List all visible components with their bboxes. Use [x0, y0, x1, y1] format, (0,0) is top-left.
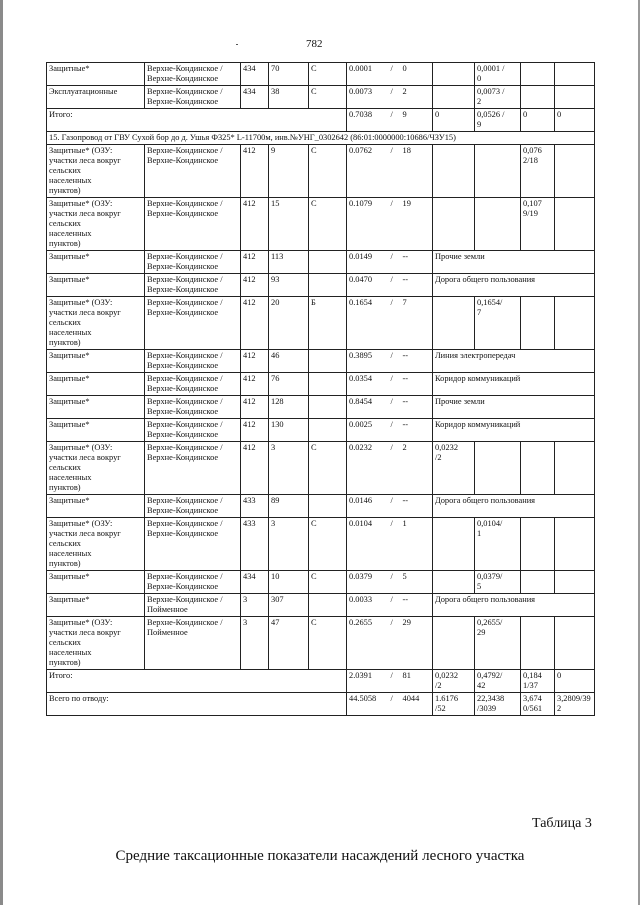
- cell-separator: /: [389, 670, 401, 693]
- cell-count: --: [401, 419, 433, 442]
- cell-forestry: Верхне-Кондинское / Пойменное: [145, 617, 241, 670]
- cell-quarter: 3: [241, 594, 269, 617]
- cell-purpose: Защитные*: [47, 495, 145, 518]
- cell-allotment: 3: [269, 518, 309, 571]
- cell-count: --: [401, 594, 433, 617]
- cell-separator: /: [389, 396, 401, 419]
- cell-forestry: Верхне-Кондинское / Верхне-Кондинское: [145, 274, 241, 297]
- total-row: [47, 670, 595, 693]
- cell-col11: [521, 63, 555, 86]
- cell-area: 0.0025: [347, 419, 389, 442]
- table-row: [47, 518, 595, 571]
- cell-col9: 0,0232 /2: [433, 670, 475, 693]
- cell-forestry: Верхне-Кондинское / Верхне-Кондинское: [145, 419, 241, 442]
- cell-separator: /: [389, 571, 401, 594]
- cell-col12: 0: [555, 670, 595, 693]
- cell-col11: [521, 86, 555, 109]
- table-row: [47, 350, 595, 373]
- scan-edge-left: [0, 0, 3, 905]
- cell-category: С: [309, 518, 347, 571]
- cell-category: [309, 251, 347, 274]
- total-label: Всего по отводу:: [47, 693, 347, 716]
- cell-land-note: Дорога общего пользования: [433, 594, 595, 617]
- cell-count: --: [401, 495, 433, 518]
- cell-area: 0.0470: [347, 274, 389, 297]
- cell-count: --: [401, 274, 433, 297]
- cell-area: 0.8454: [347, 396, 389, 419]
- cell-category: С: [309, 145, 347, 198]
- cell-col11: 0,076 2/18: [521, 145, 555, 198]
- cell-land-note: Прочие земли: [433, 251, 595, 274]
- cell-col11: [521, 571, 555, 594]
- cell-quarter: 412: [241, 419, 269, 442]
- cell-col9: [433, 617, 475, 670]
- cell-count: 29: [401, 617, 433, 670]
- cell-forestry: Верхне-Кондинское / Верхне-Кондинское: [145, 63, 241, 86]
- cell-col12: [555, 571, 595, 594]
- cell-separator: /: [389, 251, 401, 274]
- cell-col11: 3,674 0/561: [521, 693, 555, 716]
- cell-allotment: 15: [269, 198, 309, 251]
- cell-separator: /: [389, 373, 401, 396]
- table-label: Таблица 3: [532, 816, 592, 831]
- cell-col9: 0,0232 /2: [433, 442, 475, 495]
- cell-category: С: [309, 63, 347, 86]
- grand-total-row: [47, 693, 595, 716]
- cell-col12: [555, 442, 595, 495]
- cell-area: 0.0232: [347, 442, 389, 495]
- cell-col11: 0: [521, 109, 555, 132]
- cell-land-note: Коридор коммуникаций: [433, 373, 595, 396]
- cell-col12: [555, 63, 595, 86]
- cell-category: С: [309, 442, 347, 495]
- cell-area: 0.1079: [347, 198, 389, 251]
- cell-purpose: Эксплуатационные: [47, 86, 145, 109]
- cell-land-note: Дорога общего пользования: [433, 274, 595, 297]
- cell-forestry: Верхне-Кондинское / Пойменное: [145, 594, 241, 617]
- cell-separator: /: [389, 297, 401, 350]
- cell-category: [309, 350, 347, 373]
- table-row: [47, 86, 595, 109]
- cell-count: --: [401, 396, 433, 419]
- cell-forestry: Верхне-Кондинское / Верхне-Кондинское: [145, 396, 241, 419]
- table-row: [47, 396, 595, 419]
- cell-col10: 0,0379/ 5: [475, 571, 521, 594]
- cell-quarter: 434: [241, 63, 269, 86]
- cell-forestry: Верхне-Кондинское / Верхне-Кондинское: [145, 145, 241, 198]
- cell-area: 0.0354: [347, 373, 389, 396]
- cell-allotment: 10: [269, 571, 309, 594]
- cell-area: 0.3895: [347, 350, 389, 373]
- cell-col10: 0,2655/ 29: [475, 617, 521, 670]
- total-label: Итого:: [47, 670, 347, 693]
- cell-col11: 0,107 9/19: [521, 198, 555, 251]
- cell-allotment: 130: [269, 419, 309, 442]
- cell-category: Б: [309, 297, 347, 350]
- cell-quarter: 3: [241, 617, 269, 670]
- table-row: [47, 373, 595, 396]
- cell-category: С: [309, 198, 347, 251]
- cell-col9: [433, 297, 475, 350]
- cell-category: [309, 396, 347, 419]
- cell-purpose: Защитные*: [47, 350, 145, 373]
- cell-count: 1: [401, 518, 433, 571]
- cell-col11: [521, 297, 555, 350]
- cell-forestry: Верхне-Кондинское / Верхне-Кондинское: [145, 350, 241, 373]
- cell-count: --: [401, 350, 433, 373]
- forest-plots-table: [46, 62, 595, 716]
- cell-category: [309, 495, 347, 518]
- table-row: [47, 297, 595, 350]
- total-label: Итого:: [47, 109, 347, 132]
- cell-count: 0: [401, 63, 433, 86]
- cell-category: [309, 373, 347, 396]
- table-row: [47, 63, 595, 86]
- cell-separator: /: [389, 419, 401, 442]
- cell-category: С: [309, 86, 347, 109]
- table-row: [47, 198, 595, 251]
- cell-separator: /: [389, 693, 401, 716]
- cell-purpose: Защитные*: [47, 419, 145, 442]
- cell-forestry: Верхне-Кондинское / Верхне-Кондинское: [145, 442, 241, 495]
- cell-count: --: [401, 251, 433, 274]
- table-row: [47, 594, 595, 617]
- subtotal-row: [47, 109, 595, 132]
- cell-purpose: Защитные* (ОЗУ: участки леса вокруг сельских населенных пунктов): [47, 297, 145, 350]
- table-row: [47, 145, 595, 198]
- cell-col9: 0: [433, 109, 475, 132]
- cell-separator: /: [389, 109, 401, 132]
- cell-separator: /: [389, 495, 401, 518]
- cell-col10: 22,3438 /3039: [475, 693, 521, 716]
- cell-allotment: 9: [269, 145, 309, 198]
- section-title: 15. Газопровод от ГВУ Сухой бор до д. Ушья Ф325* L-11700м, инв.№УНГ_0302642 (86:01:0000000:10686/ЧЗУ15): [47, 132, 595, 145]
- cell-count: 5: [401, 571, 433, 594]
- cell-quarter: 434: [241, 86, 269, 109]
- cell-area: 0.0033: [347, 594, 389, 617]
- cell-col9: [433, 571, 475, 594]
- cell-purpose: Защитные*: [47, 373, 145, 396]
- cell-separator: /: [389, 63, 401, 86]
- cell-area: 0.0149: [347, 251, 389, 274]
- cell-land-note: Дорога общего пользования: [433, 495, 595, 518]
- cell-purpose: Защитные*: [47, 63, 145, 86]
- cell-land-note: Прочие земли: [433, 396, 595, 419]
- cell-col12: 0: [555, 109, 595, 132]
- cell-separator: /: [389, 145, 401, 198]
- cell-count: 2: [401, 442, 433, 495]
- cell-col9: [433, 86, 475, 109]
- cell-quarter: 412: [241, 350, 269, 373]
- cell-area: 0.7038: [347, 109, 389, 132]
- cell-forestry: Верхне-Кондинское / Верхне-Кондинское: [145, 297, 241, 350]
- cell-forestry: Верхне-Кондинское / Верхне-Кондинское: [145, 571, 241, 594]
- cell-quarter: 412: [241, 251, 269, 274]
- cell-col10: 0,0104/ 1: [475, 518, 521, 571]
- cell-category: [309, 274, 347, 297]
- cell-allotment: 128: [269, 396, 309, 419]
- cell-quarter: 412: [241, 442, 269, 495]
- cell-area: 0.0146: [347, 495, 389, 518]
- cell-allotment: 46: [269, 350, 309, 373]
- cell-separator: /: [389, 442, 401, 495]
- cell-separator: /: [389, 518, 401, 571]
- cell-col9: 1.6176 /52: [433, 693, 475, 716]
- cell-category: [309, 594, 347, 617]
- cell-col11: [521, 617, 555, 670]
- cell-area: 2.0391: [347, 670, 389, 693]
- cell-purpose: Защитные* (ОЗУ: участки леса вокруг сельских населенных пунктов): [47, 617, 145, 670]
- cell-purpose: Защитные*: [47, 396, 145, 419]
- cell-purpose: Защитные* (ОЗУ: участки леса вокруг сельских населенных пунктов): [47, 518, 145, 571]
- cell-allotment: 3: [269, 442, 309, 495]
- cell-col12: [555, 297, 595, 350]
- cell-count: 4044: [401, 693, 433, 716]
- cell-category: С: [309, 617, 347, 670]
- cell-area: 0.0073: [347, 86, 389, 109]
- table-row: [47, 419, 595, 442]
- cell-col10: [475, 198, 521, 251]
- cell-col11: [521, 518, 555, 571]
- cell-allotment: 76: [269, 373, 309, 396]
- cell-area: 0.0762: [347, 145, 389, 198]
- cell-col9: [433, 145, 475, 198]
- cell-area: 0.1654: [347, 297, 389, 350]
- cell-col11: [521, 442, 555, 495]
- cell-count: 18: [401, 145, 433, 198]
- cell-col10: 0,0001 / 0: [475, 63, 521, 86]
- cell-separator: /: [389, 617, 401, 670]
- cell-col9: [433, 63, 475, 86]
- cell-category: С: [309, 571, 347, 594]
- cell-quarter: 412: [241, 297, 269, 350]
- table-row: [47, 617, 595, 670]
- cell-col10: 0,0073 / 2: [475, 86, 521, 109]
- cell-quarter: 412: [241, 396, 269, 419]
- cell-separator: /: [389, 274, 401, 297]
- page-number: 782: [306, 38, 323, 50]
- cell-allotment: 113: [269, 251, 309, 274]
- table-title: Средние таксационные показатели насаждений лесного участка: [115, 848, 525, 864]
- cell-forestry: Верхне-Кондинское / Верхне-Кондинское: [145, 198, 241, 251]
- cell-col10: [475, 442, 521, 495]
- table-row: [47, 571, 595, 594]
- table-row: [47, 495, 595, 518]
- cell-quarter: 412: [241, 198, 269, 251]
- cell-col9: [433, 518, 475, 571]
- cell-quarter: 412: [241, 274, 269, 297]
- cell-count: 2: [401, 86, 433, 109]
- cell-purpose: Защитные* (ОЗУ: участки леса вокруг сельских населенных пунктов): [47, 442, 145, 495]
- cell-area: 0.0379: [347, 571, 389, 594]
- cell-forestry: Верхне-Кондинское / Верхне-Кондинское: [145, 251, 241, 274]
- cell-purpose: Защитные* (ОЗУ: участки леса вокруг сельских населенных пунктов): [47, 198, 145, 251]
- cell-col10: 0,4792/ 42: [475, 670, 521, 693]
- cell-area: 0.2655: [347, 617, 389, 670]
- cell-count: 7: [401, 297, 433, 350]
- cell-col12: [555, 145, 595, 198]
- cell-allotment: 47: [269, 617, 309, 670]
- cell-purpose: Защитные*: [47, 274, 145, 297]
- cell-purpose: Защитные*: [47, 594, 145, 617]
- cell-allotment: 70: [269, 63, 309, 86]
- cell-forestry: Верхне-Кондинское / Верхне-Кондинское: [145, 373, 241, 396]
- cell-purpose: Защитные*: [47, 251, 145, 274]
- cell-separator: /: [389, 350, 401, 373]
- cell-forestry: Верхне-Кондинское / Верхне-Кондинское: [145, 495, 241, 518]
- cell-land-note: Линия электропередач: [433, 350, 595, 373]
- scan-speck: [236, 44, 238, 45]
- cell-separator: /: [389, 86, 401, 109]
- cell-count: 9: [401, 109, 433, 132]
- cell-area: 0.0001: [347, 63, 389, 86]
- cell-col12: 3,2809/392: [555, 693, 595, 716]
- cell-land-note: Коридор коммуникаций: [433, 419, 595, 442]
- cell-quarter: 434: [241, 571, 269, 594]
- cell-col10: [475, 145, 521, 198]
- cell-purpose: Защитные* (ОЗУ: участки леса вокруг сельских населенных пунктов): [47, 145, 145, 198]
- cell-category: [309, 419, 347, 442]
- cell-col10: 0,0526 / 9: [475, 109, 521, 132]
- cell-purpose: Защитные*: [47, 571, 145, 594]
- cell-count: 81: [401, 670, 433, 693]
- cell-area: 0.0104: [347, 518, 389, 571]
- cell-quarter: 412: [241, 373, 269, 396]
- table-row: [47, 442, 595, 495]
- cell-allotment: 20: [269, 297, 309, 350]
- cell-quarter: 433: [241, 518, 269, 571]
- cell-col11: 0,184 1/37: [521, 670, 555, 693]
- cell-col9: [433, 198, 475, 251]
- table-row: [47, 274, 595, 297]
- cell-col12: [555, 86, 595, 109]
- cell-allotment: 93: [269, 274, 309, 297]
- section-heading-row: [47, 132, 595, 145]
- cell-col12: [555, 198, 595, 251]
- cell-forestry: Верхне-Кондинское / Верхне-Кондинское: [145, 86, 241, 109]
- cell-allotment: 307: [269, 594, 309, 617]
- cell-separator: /: [389, 594, 401, 617]
- cell-count: --: [401, 373, 433, 396]
- cell-col10: 0,1654/ 7: [475, 297, 521, 350]
- table-row: [47, 251, 595, 274]
- cell-quarter: 412: [241, 145, 269, 198]
- cell-area: 44.5058: [347, 693, 389, 716]
- cell-forestry: Верхне-Кондинское / Верхне-Кондинское: [145, 518, 241, 571]
- cell-col12: [555, 518, 595, 571]
- cell-allotment: 89: [269, 495, 309, 518]
- cell-count: 19: [401, 198, 433, 251]
- cell-separator: /: [389, 198, 401, 251]
- cell-allotment: 38: [269, 86, 309, 109]
- cell-quarter: 433: [241, 495, 269, 518]
- cell-col12: [555, 617, 595, 670]
